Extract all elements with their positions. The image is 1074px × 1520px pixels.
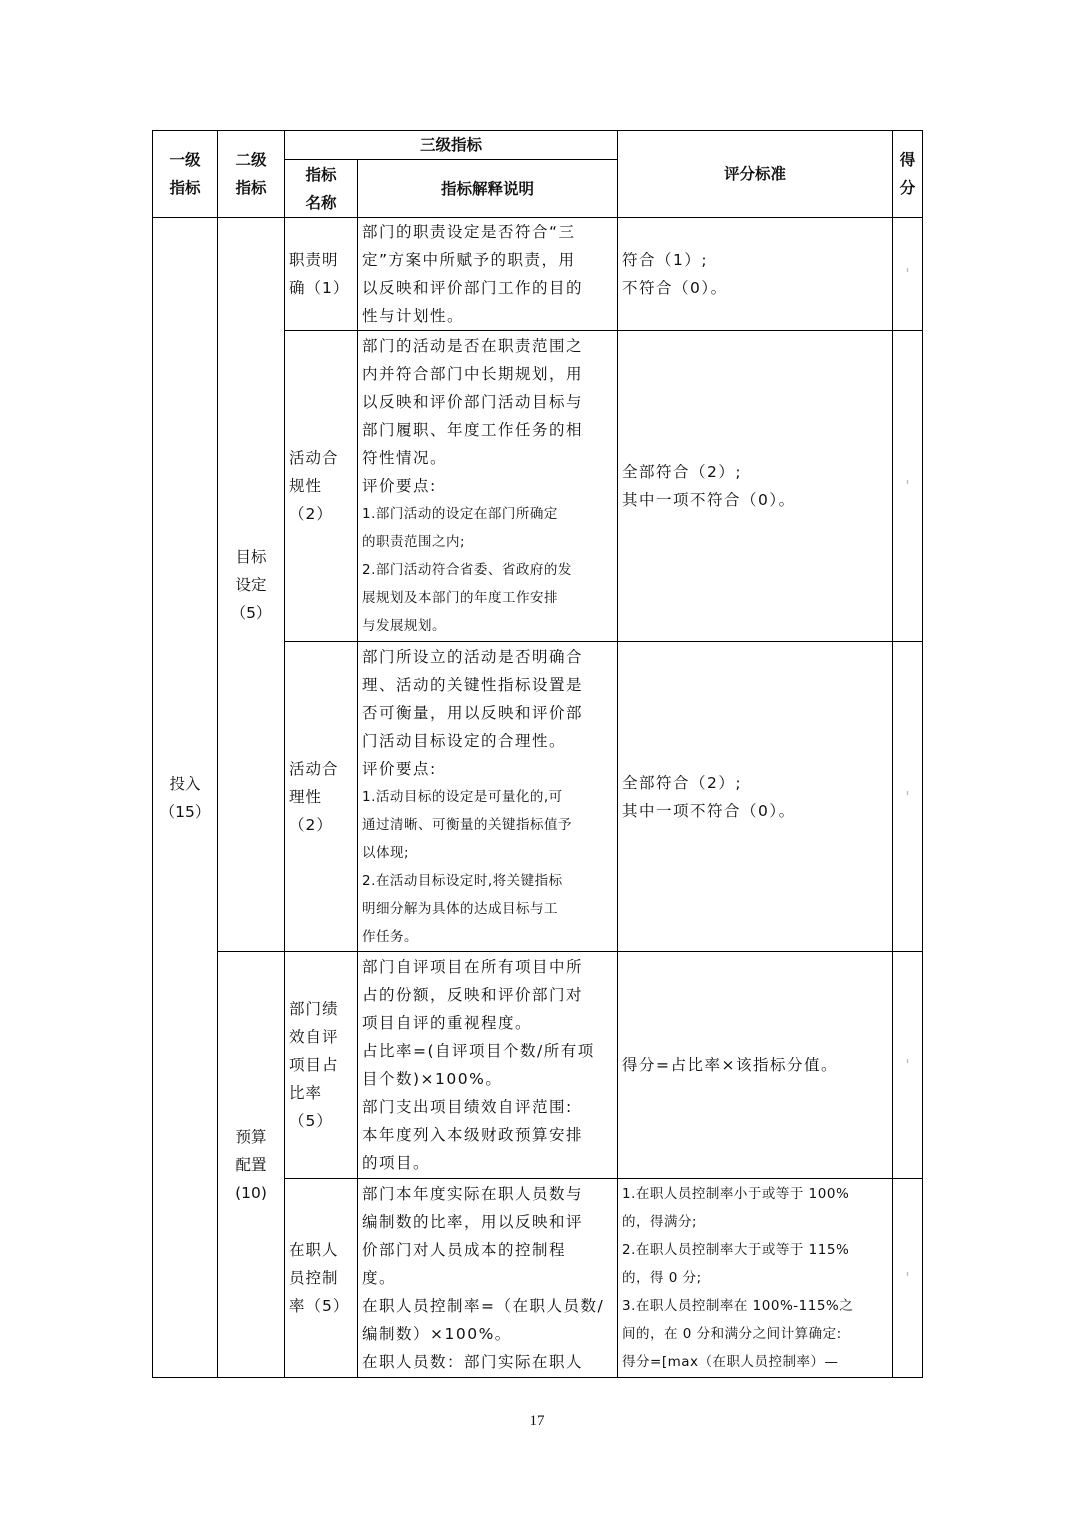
text-line: 效自评 [289, 1028, 339, 1046]
text-line: 设定 [235, 575, 267, 594]
score-cell: ' [893, 642, 923, 952]
level1-cell [153, 218, 218, 1378]
indicator-name-cell [285, 1179, 358, 1378]
text-line: 否可衡量，用以反映和评价部 [362, 703, 584, 722]
text-line: 项目自评的重视程度。 [362, 1014, 533, 1032]
text-line: 与发展规划。 [362, 618, 446, 634]
text-line: 展规划及本部门的年度工作安排 [362, 590, 558, 606]
text-line: 全部符合（2）; [622, 463, 743, 481]
text-line: 活动合 [289, 759, 339, 778]
text-line: 活动合 [289, 449, 339, 467]
scoring-standard-cell [618, 952, 893, 1179]
indicator-explanation-cell [358, 642, 618, 952]
text-line: 得分=占比率×该指标分值。 [622, 1056, 838, 1074]
header-score: 得 分 [893, 131, 923, 218]
text-line: 投入 [169, 774, 201, 793]
text-line: 1.在职人员控制率小于或等于 100% [622, 1186, 850, 1202]
indicator-explanation-cell [358, 1179, 618, 1378]
text-line: 的，得 0 分; [622, 1270, 702, 1286]
text-line: 2.在职人员控制率大于或等于 115% [622, 1242, 850, 1258]
score-cell: ' [893, 331, 923, 642]
text-line: 比率 [289, 1084, 323, 1102]
indicator-explanation-cell [358, 331, 618, 642]
text-line: 其中一项不符合（0）。 [622, 801, 796, 820]
indicator-name-cell [285, 218, 358, 331]
table-row [153, 952, 923, 1179]
text-line: 在职人员控制率=（在职人员数/ [362, 1297, 605, 1315]
header-level3: 三级指标 [285, 131, 618, 160]
text-line: 间的，在 0 分和满分之间计算确定: [622, 1326, 842, 1342]
text-line: 理性 [289, 787, 323, 806]
table-row [153, 218, 923, 331]
text-line: 明细分解为具体的达成目标与工 [362, 900, 558, 917]
text-line: 员控制 [289, 1269, 339, 1287]
text-line: 部门的活动是否在职责范围之 [362, 337, 584, 355]
score-cell: ' [893, 1179, 923, 1378]
text-line: 以反映和评价部门工作的目的 [362, 279, 584, 297]
text-line: 通过清晰、可衡量的关键指标值予 [362, 816, 572, 833]
text-line: 得分=[max（在职人员控制率）— [622, 1354, 839, 1370]
text-line: 理、活动的关键性指标设置是 [362, 675, 584, 694]
text-line: 在职人 [289, 1241, 339, 1259]
text-line: 职责明 [289, 251, 339, 269]
text-line: 的，得满分; [622, 1214, 698, 1230]
indicator-explanation-cell [358, 952, 618, 1179]
header-level1: 一级 指标 [153, 131, 218, 218]
scoring-standard-cell [618, 218, 893, 331]
level2-cell-budget [218, 952, 285, 1378]
score-cell: ' [893, 218, 923, 331]
text-line: （2） [289, 815, 333, 834]
text-line: 编制数）×100%。 [362, 1325, 512, 1343]
text-line: 部门绩 [289, 1000, 339, 1018]
page-number: 17 [529, 1413, 545, 1429]
text-line: 以体现; [362, 844, 410, 861]
text-line: 定”方案中所赋予的职责，用 [362, 251, 576, 269]
text-line: 全部符合（2）; [622, 773, 743, 792]
text-line: 符性情况。 [362, 449, 448, 467]
text-line: 以反映和评价部门活动目标与 [362, 393, 584, 411]
text-line: 率（5） [289, 1297, 350, 1315]
text-line: 评价要点: [362, 759, 437, 778]
scoring-standard-cell [618, 1179, 893, 1378]
scoring-standard-cell [618, 642, 893, 952]
text-line: 部门所设立的活动是否明确合 [362, 647, 584, 666]
text-line: 1.活动目标的设定是可量化的,可 [362, 788, 563, 805]
score-cell: ' [893, 952, 923, 1179]
text-line: 项目占 [289, 1056, 339, 1074]
indicator-name-cell [285, 642, 358, 952]
text-line: 符合（1）; [622, 251, 709, 269]
text-line: 的项目。 [362, 1154, 431, 1172]
text-line: 部门的职责设定是否符合“三 [362, 223, 576, 241]
indicator-name-cell [285, 952, 358, 1179]
text-line: 作任务。 [362, 928, 418, 945]
text-line: 门活动目标设定的合理性。 [362, 731, 567, 750]
indicator-name-cell [285, 331, 358, 642]
text-line: （5） [289, 1112, 333, 1130]
text-line: 编制数的比率，用以反映和评 [362, 1213, 584, 1231]
text-line: 3.在职人员控制率在 100%-115%之 [622, 1298, 854, 1314]
text-line: (10) [235, 1183, 267, 1202]
header-level2: 二级 指标 [218, 131, 285, 218]
text-line: 在职人员数：部门实际在职人 [362, 1353, 584, 1371]
text-line: 配置 [235, 1155, 267, 1174]
text-line: （15） [159, 802, 211, 821]
text-line: 部门本年度实际在职人员数与 [362, 1185, 584, 1203]
text-line: 规性 [289, 477, 323, 495]
level2-cell-goal [218, 218, 285, 952]
text-line: 内并符合部门中长期规划，用 [362, 365, 584, 383]
text-line: 本年度列入本级财政预算安排 [362, 1126, 584, 1144]
text-line: 确（1） [289, 279, 350, 297]
indicator-explanation-cell [358, 218, 618, 331]
text-line: 预算 [235, 1127, 267, 1146]
text-line: 2.部门活动符合省委、省政府的发 [362, 562, 572, 578]
text-line: 1.部门活动的设定在部门所确定 [362, 506, 558, 522]
text-line: 占的份额，反映和评价部门对 [362, 986, 584, 1004]
text-line: 不符合（0）。 [622, 279, 728, 297]
text-line: 2.在活动目标设定时,将关键指标 [362, 872, 563, 889]
header-standard: 评分标准 [618, 131, 893, 218]
text-line: 价部门对人员成本的控制程 [362, 1241, 567, 1259]
text-line: （5） [230, 603, 272, 622]
text-line: 目标 [235, 547, 267, 566]
text-line: 占比率=(自评项目个数/所有项 [362, 1042, 595, 1060]
text-line: 部门履职、年度工作任务的相 [362, 421, 584, 439]
text-line: 其中一项不符合（0）。 [622, 491, 796, 509]
text-line: 部门支出项目绩效自评范围: [362, 1098, 573, 1116]
text-line: 部门自评项目在所有项目中所 [362, 958, 584, 976]
scoring-standard-cell [618, 331, 893, 642]
text-line: 评价要点: [362, 477, 437, 495]
text-line: 性与计划性。 [362, 307, 465, 325]
text-line: （2） [289, 505, 333, 523]
text-line: 的职责范围之内; [362, 534, 466, 550]
evaluation-table [152, 130, 923, 1378]
header-explanation: 指标解释说明 [358, 160, 618, 218]
text-line: 目个数)×100%。 [362, 1070, 503, 1088]
text-line: 度。 [362, 1269, 397, 1287]
header-indicator-name: 指标 名称 [285, 160, 358, 218]
